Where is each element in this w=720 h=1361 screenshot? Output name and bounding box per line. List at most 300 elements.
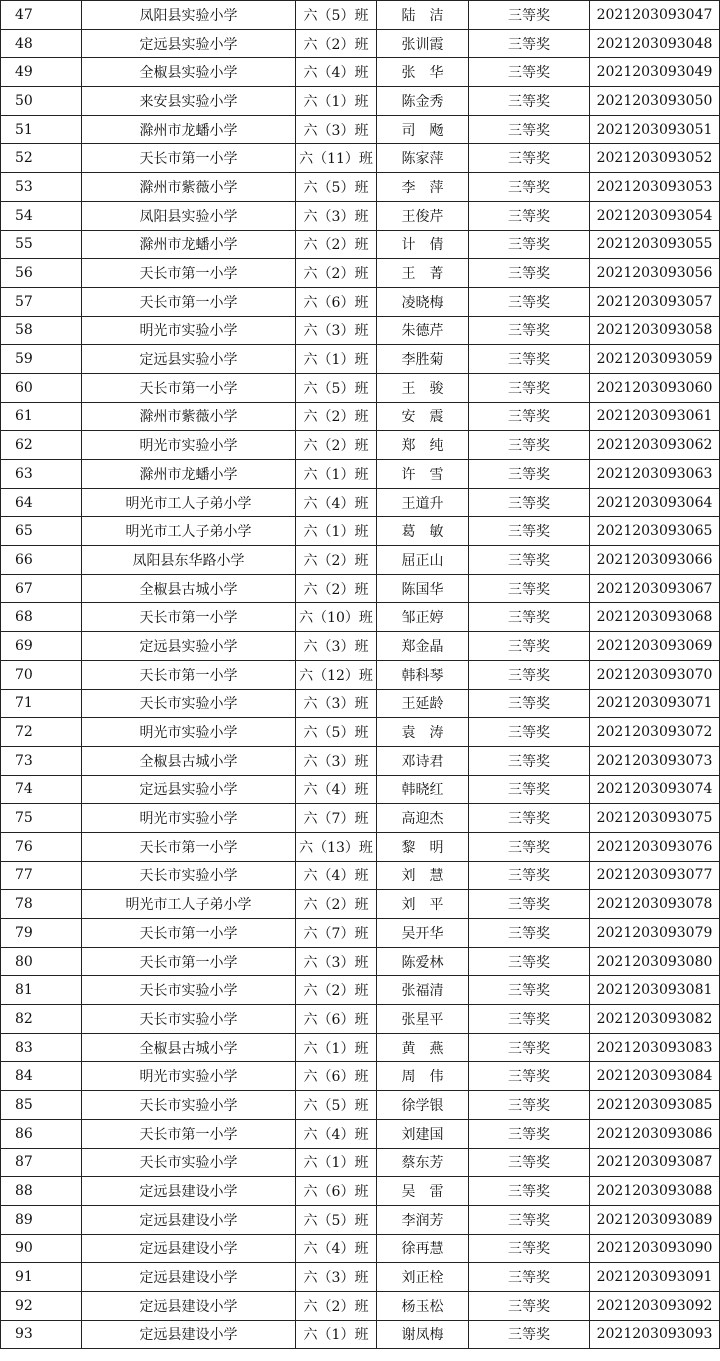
award-cell: 三等奖 bbox=[469, 402, 590, 431]
teacher-name-cell: 袁 涛 bbox=[377, 718, 469, 747]
class-cell: 六（3）班 bbox=[296, 316, 377, 345]
teacher-name-cell: 司 飏 bbox=[377, 115, 469, 144]
class-cell: 六（2）班 bbox=[296, 976, 377, 1005]
class-cell: 六（3）班 bbox=[296, 1263, 377, 1292]
award-cell: 三等奖 bbox=[469, 689, 590, 718]
table-row bbox=[1, 460, 720, 489]
award-cell: 三等奖 bbox=[469, 517, 590, 546]
table-row bbox=[1, 574, 720, 603]
teacher-name-cell: 王道升 bbox=[377, 488, 469, 517]
award-cell: 三等奖 bbox=[469, 603, 590, 632]
row-number-cell: 73 bbox=[1, 746, 82, 775]
school-cell: 定远县实验小学 bbox=[82, 29, 296, 58]
class-cell: 六（6）班 bbox=[296, 1177, 377, 1206]
class-cell: 六（2）班 bbox=[296, 1291, 377, 1320]
award-cell: 三等奖 bbox=[469, 173, 590, 202]
class-cell: 六（5）班 bbox=[296, 173, 377, 202]
school-cell: 定远县建设小学 bbox=[82, 1320, 296, 1349]
teacher-name-cell: 陈金秀 bbox=[377, 87, 469, 116]
school-cell: 全椒县实验小学 bbox=[82, 58, 296, 87]
certificate-number-cell: 2021203093080 bbox=[590, 947, 720, 976]
table-row bbox=[1, 488, 720, 517]
certificate-number-cell: 2021203093077 bbox=[590, 861, 720, 890]
certificate-number-cell: 2021203093085 bbox=[590, 1091, 720, 1120]
award-cell: 三等奖 bbox=[469, 230, 590, 259]
school-cell: 滁州市龙蟠小学 bbox=[82, 460, 296, 489]
class-cell: 六（3）班 bbox=[296, 689, 377, 718]
teacher-name-cell: 计 倩 bbox=[377, 230, 469, 259]
school-cell: 天长市第一小学 bbox=[82, 603, 296, 632]
table-row bbox=[1, 58, 720, 87]
award-cell: 三等奖 bbox=[469, 574, 590, 603]
class-cell: 六（2）班 bbox=[296, 890, 377, 919]
award-cell: 三等奖 bbox=[469, 861, 590, 890]
table-row bbox=[1, 976, 720, 1005]
teacher-name-cell: 王延龄 bbox=[377, 689, 469, 718]
teacher-name-cell: 韩科琴 bbox=[377, 660, 469, 689]
teacher-name-cell: 王 骏 bbox=[377, 373, 469, 402]
school-cell: 明光市实验小学 bbox=[82, 1062, 296, 1091]
award-cell: 三等奖 bbox=[469, 804, 590, 833]
school-cell: 天长市实验小学 bbox=[82, 1091, 296, 1120]
class-cell: 六（2）班 bbox=[296, 230, 377, 259]
class-cell: 六（6）班 bbox=[296, 1005, 377, 1034]
row-number-cell: 76 bbox=[1, 832, 82, 861]
teacher-name-cell: 刘建国 bbox=[377, 1119, 469, 1148]
class-cell: 六（3）班 bbox=[296, 115, 377, 144]
school-cell: 定远县建设小学 bbox=[82, 1291, 296, 1320]
school-cell: 滁州市紫薇小学 bbox=[82, 173, 296, 202]
table-row bbox=[1, 660, 720, 689]
teacher-name-cell: 郑金晶 bbox=[377, 632, 469, 661]
table-row bbox=[1, 1005, 720, 1034]
class-cell: 六（5）班 bbox=[296, 1, 377, 30]
table-row bbox=[1, 775, 720, 804]
certificate-number-cell: 2021203093060 bbox=[590, 373, 720, 402]
certificate-number-cell: 2021203093092 bbox=[590, 1291, 720, 1320]
school-cell: 凤阳县东华路小学 bbox=[82, 546, 296, 575]
table-row bbox=[1, 947, 720, 976]
award-cell: 三等奖 bbox=[469, 144, 590, 173]
school-cell: 天长市第一小学 bbox=[82, 259, 296, 288]
table-row bbox=[1, 201, 720, 230]
table-row bbox=[1, 718, 720, 747]
teacher-name-cell: 高迎杰 bbox=[377, 804, 469, 833]
school-cell: 天长市第一小学 bbox=[82, 1119, 296, 1148]
class-cell: 六（1）班 bbox=[296, 345, 377, 374]
certificate-number-cell: 2021203093071 bbox=[590, 689, 720, 718]
row-number-cell: 55 bbox=[1, 230, 82, 259]
class-cell: 六（5）班 bbox=[296, 718, 377, 747]
row-number-cell: 86 bbox=[1, 1119, 82, 1148]
row-number-cell: 90 bbox=[1, 1234, 82, 1263]
table-row bbox=[1, 861, 720, 890]
class-cell: 六（2）班 bbox=[296, 431, 377, 460]
table-row bbox=[1, 402, 720, 431]
award-cell: 三等奖 bbox=[469, 718, 590, 747]
certificate-number-cell: 2021203093059 bbox=[590, 345, 720, 374]
class-cell: 六（1）班 bbox=[296, 1033, 377, 1062]
class-cell: 六（4）班 bbox=[296, 775, 377, 804]
row-number-cell: 74 bbox=[1, 775, 82, 804]
teacher-name-cell: 李润芳 bbox=[377, 1205, 469, 1234]
award-cell: 三等奖 bbox=[469, 1263, 590, 1292]
class-cell: 六（3）班 bbox=[296, 201, 377, 230]
teacher-name-cell: 李 萍 bbox=[377, 173, 469, 202]
class-cell: 六（2）班 bbox=[296, 402, 377, 431]
row-number-cell: 79 bbox=[1, 919, 82, 948]
table-row bbox=[1, 832, 720, 861]
award-cell: 三等奖 bbox=[469, 460, 590, 489]
school-cell: 全椒县古城小学 bbox=[82, 1033, 296, 1062]
teacher-name-cell: 谢凤梅 bbox=[377, 1320, 469, 1349]
certificate-number-cell: 2021203093051 bbox=[590, 115, 720, 144]
certificate-number-cell: 2021203093054 bbox=[590, 201, 720, 230]
award-cell: 三等奖 bbox=[469, 890, 590, 919]
award-cell: 三等奖 bbox=[469, 201, 590, 230]
award-cell: 三等奖 bbox=[469, 832, 590, 861]
certificate-number-cell: 2021203093072 bbox=[590, 718, 720, 747]
row-number-cell: 50 bbox=[1, 87, 82, 116]
table-row bbox=[1, 230, 720, 259]
school-cell: 明光市工人子弟小学 bbox=[82, 890, 296, 919]
table-row bbox=[1, 115, 720, 144]
award-cell: 三等奖 bbox=[469, 660, 590, 689]
teacher-name-cell: 张星平 bbox=[377, 1005, 469, 1034]
teacher-name-cell: 朱德芹 bbox=[377, 316, 469, 345]
class-cell: 六（4）班 bbox=[296, 58, 377, 87]
teacher-name-cell: 刘 平 bbox=[377, 890, 469, 919]
class-cell: 六（11）班 bbox=[296, 144, 377, 173]
certificate-number-cell: 2021203093084 bbox=[590, 1062, 720, 1091]
class-cell: 六（1）班 bbox=[296, 1148, 377, 1177]
class-cell: 六（6）班 bbox=[296, 1062, 377, 1091]
row-number-cell: 65 bbox=[1, 517, 82, 546]
teacher-name-cell: 安 震 bbox=[377, 402, 469, 431]
school-cell: 明光市实验小学 bbox=[82, 718, 296, 747]
certificate-number-cell: 2021203093069 bbox=[590, 632, 720, 661]
certificate-number-cell: 2021203093068 bbox=[590, 603, 720, 632]
school-cell: 天长市第一小学 bbox=[82, 947, 296, 976]
row-number-cell: 56 bbox=[1, 259, 82, 288]
school-cell: 滁州市龙蟠小学 bbox=[82, 115, 296, 144]
awards-table-body bbox=[1, 1, 720, 1349]
table-row bbox=[1, 29, 720, 58]
award-cell: 三等奖 bbox=[469, 1005, 590, 1034]
school-cell: 滁州市紫薇小学 bbox=[82, 402, 296, 431]
award-cell: 三等奖 bbox=[469, 373, 590, 402]
row-number-cell: 67 bbox=[1, 574, 82, 603]
class-cell: 六（6）班 bbox=[296, 287, 377, 316]
teacher-name-cell: 徐学银 bbox=[377, 1091, 469, 1120]
certificate-number-cell: 2021203093078 bbox=[590, 890, 720, 919]
certificate-number-cell: 2021203093058 bbox=[590, 316, 720, 345]
certificate-number-cell: 2021203093074 bbox=[590, 775, 720, 804]
school-cell: 天长市第一小学 bbox=[82, 660, 296, 689]
award-cell: 三等奖 bbox=[469, 775, 590, 804]
award-cell: 三等奖 bbox=[469, 58, 590, 87]
certificate-number-cell: 2021203093048 bbox=[590, 29, 720, 58]
school-cell: 天长市第一小学 bbox=[82, 144, 296, 173]
certificate-number-cell: 2021203093065 bbox=[590, 517, 720, 546]
table-row bbox=[1, 316, 720, 345]
certificate-number-cell: 2021203093062 bbox=[590, 431, 720, 460]
certificate-number-cell: 2021203093075 bbox=[590, 804, 720, 833]
row-number-cell: 82 bbox=[1, 1005, 82, 1034]
school-cell: 天长市第一小学 bbox=[82, 832, 296, 861]
certificate-number-cell: 2021203093086 bbox=[590, 1119, 720, 1148]
certificate-number-cell: 2021203093082 bbox=[590, 1005, 720, 1034]
award-cell: 三等奖 bbox=[469, 316, 590, 345]
school-cell: 凤阳县实验小学 bbox=[82, 1, 296, 30]
teacher-name-cell: 韩晓红 bbox=[377, 775, 469, 804]
school-cell: 全椒县古城小学 bbox=[82, 574, 296, 603]
table-row bbox=[1, 287, 720, 316]
certificate-number-cell: 2021203093090 bbox=[590, 1234, 720, 1263]
row-number-cell: 75 bbox=[1, 804, 82, 833]
row-number-cell: 54 bbox=[1, 201, 82, 230]
school-cell: 定远县实验小学 bbox=[82, 775, 296, 804]
class-cell: 六（2）班 bbox=[296, 259, 377, 288]
teacher-name-cell: 陆 洁 bbox=[377, 1, 469, 30]
class-cell: 六（5）班 bbox=[296, 1091, 377, 1120]
award-cell: 三等奖 bbox=[469, 1205, 590, 1234]
award-cell: 三等奖 bbox=[469, 746, 590, 775]
certificate-number-cell: 2021203093081 bbox=[590, 976, 720, 1005]
class-cell: 六（1）班 bbox=[296, 517, 377, 546]
school-cell: 明光市实验小学 bbox=[82, 316, 296, 345]
certificate-number-cell: 2021203093052 bbox=[590, 144, 720, 173]
row-number-cell: 89 bbox=[1, 1205, 82, 1234]
table-row bbox=[1, 746, 720, 775]
teacher-name-cell: 吴开华 bbox=[377, 919, 469, 948]
award-cell: 三等奖 bbox=[469, 1234, 590, 1263]
award-cell: 三等奖 bbox=[469, 1291, 590, 1320]
certificate-number-cell: 2021203093083 bbox=[590, 1033, 720, 1062]
school-cell: 明光市实验小学 bbox=[82, 431, 296, 460]
certificate-number-cell: 2021203093091 bbox=[590, 1263, 720, 1292]
award-cell: 三等奖 bbox=[469, 87, 590, 116]
award-cell: 三等奖 bbox=[469, 1119, 590, 1148]
teacher-name-cell: 张训霞 bbox=[377, 29, 469, 58]
class-cell: 六（2）班 bbox=[296, 574, 377, 603]
certificate-number-cell: 2021203093056 bbox=[590, 259, 720, 288]
row-number-cell: 59 bbox=[1, 345, 82, 374]
award-cell: 三等奖 bbox=[469, 259, 590, 288]
certificate-number-cell: 2021203093050 bbox=[590, 87, 720, 116]
table-row bbox=[1, 259, 720, 288]
award-cell: 三等奖 bbox=[469, 115, 590, 144]
row-number-cell: 87 bbox=[1, 1148, 82, 1177]
row-number-cell: 60 bbox=[1, 373, 82, 402]
table-row bbox=[1, 345, 720, 374]
teacher-name-cell: 王俊芹 bbox=[377, 201, 469, 230]
class-cell: 六（1）班 bbox=[296, 1320, 377, 1349]
award-cell: 三等奖 bbox=[469, 1091, 590, 1120]
certificate-number-cell: 2021203093063 bbox=[590, 460, 720, 489]
certificate-number-cell: 2021203093053 bbox=[590, 173, 720, 202]
teacher-name-cell: 屈正山 bbox=[377, 546, 469, 575]
certificate-number-cell: 2021203093076 bbox=[590, 832, 720, 861]
school-cell: 定远县建设小学 bbox=[82, 1177, 296, 1206]
row-number-cell: 85 bbox=[1, 1091, 82, 1120]
certificate-number-cell: 2021203093057 bbox=[590, 287, 720, 316]
school-cell: 天长市实验小学 bbox=[82, 1005, 296, 1034]
award-cell: 三等奖 bbox=[469, 1, 590, 30]
certificate-number-cell: 2021203093064 bbox=[590, 488, 720, 517]
award-cell: 三等奖 bbox=[469, 1148, 590, 1177]
certificate-number-cell: 2021203093087 bbox=[590, 1148, 720, 1177]
class-cell: 六（3）班 bbox=[296, 947, 377, 976]
school-cell: 天长市实验小学 bbox=[82, 1148, 296, 1177]
table-row bbox=[1, 804, 720, 833]
table-row bbox=[1, 1, 720, 30]
school-cell: 来安县实验小学 bbox=[82, 87, 296, 116]
award-cell: 三等奖 bbox=[469, 947, 590, 976]
table-row bbox=[1, 1177, 720, 1206]
class-cell: 六（3）班 bbox=[296, 632, 377, 661]
school-cell: 天长市第一小学 bbox=[82, 373, 296, 402]
certificate-number-cell: 2021203093047 bbox=[590, 1, 720, 30]
table-row bbox=[1, 173, 720, 202]
teacher-name-cell: 张福清 bbox=[377, 976, 469, 1005]
table-row bbox=[1, 1062, 720, 1091]
teacher-name-cell: 徐再慧 bbox=[377, 1234, 469, 1263]
table-row bbox=[1, 1320, 720, 1349]
class-cell: 六（3）班 bbox=[296, 746, 377, 775]
certificate-number-cell: 2021203093073 bbox=[590, 746, 720, 775]
class-cell: 六（4）班 bbox=[296, 488, 377, 517]
table-row bbox=[1, 1119, 720, 1148]
row-number-cell: 53 bbox=[1, 173, 82, 202]
award-cell: 三等奖 bbox=[469, 1033, 590, 1062]
teacher-name-cell: 黎 明 bbox=[377, 832, 469, 861]
school-cell: 滁州市龙蟠小学 bbox=[82, 230, 296, 259]
school-cell: 定远县建设小学 bbox=[82, 1263, 296, 1292]
teacher-name-cell: 邹正婷 bbox=[377, 603, 469, 632]
school-cell: 定远县建设小学 bbox=[82, 1205, 296, 1234]
table-row bbox=[1, 919, 720, 948]
table-row bbox=[1, 603, 720, 632]
class-cell: 六（1）班 bbox=[296, 460, 377, 489]
row-number-cell: 88 bbox=[1, 1177, 82, 1206]
row-number-cell: 51 bbox=[1, 115, 82, 144]
award-cell: 三等奖 bbox=[469, 1062, 590, 1091]
table-row bbox=[1, 87, 720, 116]
class-cell: 六（2）班 bbox=[296, 546, 377, 575]
class-cell: 六（4）班 bbox=[296, 1234, 377, 1263]
certificate-number-cell: 2021203093079 bbox=[590, 919, 720, 948]
school-cell: 天长市第一小学 bbox=[82, 287, 296, 316]
school-cell: 天长市实验小学 bbox=[82, 689, 296, 718]
table-row bbox=[1, 1205, 720, 1234]
certificate-number-cell: 2021203093088 bbox=[590, 1177, 720, 1206]
table-row bbox=[1, 689, 720, 718]
table-row bbox=[1, 1033, 720, 1062]
award-cell: 三等奖 bbox=[469, 546, 590, 575]
school-cell: 定远县建设小学 bbox=[82, 1234, 296, 1263]
table-row bbox=[1, 373, 720, 402]
row-number-cell: 69 bbox=[1, 632, 82, 661]
teacher-name-cell: 邓诗君 bbox=[377, 746, 469, 775]
row-number-cell: 47 bbox=[1, 1, 82, 30]
teacher-name-cell: 陈家萍 bbox=[377, 144, 469, 173]
class-cell: 六（4）班 bbox=[296, 861, 377, 890]
table-row bbox=[1, 144, 720, 173]
table-row bbox=[1, 632, 720, 661]
row-number-cell: 77 bbox=[1, 861, 82, 890]
table-row bbox=[1, 1148, 720, 1177]
table-row bbox=[1, 517, 720, 546]
teacher-name-cell: 蔡东芳 bbox=[377, 1148, 469, 1177]
teacher-name-cell: 刘正栓 bbox=[377, 1263, 469, 1292]
row-number-cell: 71 bbox=[1, 689, 82, 718]
teacher-name-cell: 葛 敏 bbox=[377, 517, 469, 546]
school-cell: 明光市工人子弟小学 bbox=[82, 517, 296, 546]
row-number-cell: 58 bbox=[1, 316, 82, 345]
table-row bbox=[1, 1291, 720, 1320]
teacher-name-cell: 刘 慧 bbox=[377, 861, 469, 890]
award-cell: 三等奖 bbox=[469, 29, 590, 58]
class-cell: 六（5）班 bbox=[296, 373, 377, 402]
row-number-cell: 81 bbox=[1, 976, 82, 1005]
table-row bbox=[1, 1091, 720, 1120]
certificate-number-cell: 2021203093089 bbox=[590, 1205, 720, 1234]
row-number-cell: 52 bbox=[1, 144, 82, 173]
class-cell: 六（7）班 bbox=[296, 919, 377, 948]
row-number-cell: 61 bbox=[1, 402, 82, 431]
table-row bbox=[1, 546, 720, 575]
class-cell: 六（2）班 bbox=[296, 29, 377, 58]
award-cell: 三等奖 bbox=[469, 1320, 590, 1349]
class-cell: 六（13）班 bbox=[296, 832, 377, 861]
school-cell: 明光市实验小学 bbox=[82, 804, 296, 833]
row-number-cell: 72 bbox=[1, 718, 82, 747]
award-cell: 三等奖 bbox=[469, 345, 590, 374]
certificate-number-cell: 2021203093093 bbox=[590, 1320, 720, 1349]
row-number-cell: 57 bbox=[1, 287, 82, 316]
row-number-cell: 64 bbox=[1, 488, 82, 517]
teacher-name-cell: 郑 纯 bbox=[377, 431, 469, 460]
certificate-number-cell: 2021203093055 bbox=[590, 230, 720, 259]
row-number-cell: 93 bbox=[1, 1320, 82, 1349]
row-number-cell: 91 bbox=[1, 1263, 82, 1292]
teacher-name-cell: 许 雪 bbox=[377, 460, 469, 489]
award-cell: 三等奖 bbox=[469, 919, 590, 948]
row-number-cell: 70 bbox=[1, 660, 82, 689]
class-cell: 六（1）班 bbox=[296, 87, 377, 116]
row-number-cell: 66 bbox=[1, 546, 82, 575]
award-cell: 三等奖 bbox=[469, 1177, 590, 1206]
award-cell: 三等奖 bbox=[469, 488, 590, 517]
certificate-number-cell: 2021203093067 bbox=[590, 574, 720, 603]
school-cell: 天长市实验小学 bbox=[82, 976, 296, 1005]
certificate-number-cell: 2021203093061 bbox=[590, 402, 720, 431]
award-cell: 三等奖 bbox=[469, 431, 590, 460]
row-number-cell: 63 bbox=[1, 460, 82, 489]
row-number-cell: 80 bbox=[1, 947, 82, 976]
teacher-name-cell: 凌晓梅 bbox=[377, 287, 469, 316]
certificate-number-cell: 2021203093049 bbox=[590, 58, 720, 87]
school-cell: 天长市第一小学 bbox=[82, 919, 296, 948]
award-cell: 三等奖 bbox=[469, 632, 590, 661]
table-row bbox=[1, 890, 720, 919]
class-cell: 六（12）班 bbox=[296, 660, 377, 689]
teacher-name-cell: 吴 雷 bbox=[377, 1177, 469, 1206]
class-cell: 六（5）班 bbox=[296, 1205, 377, 1234]
teacher-name-cell: 张 华 bbox=[377, 58, 469, 87]
row-number-cell: 48 bbox=[1, 29, 82, 58]
